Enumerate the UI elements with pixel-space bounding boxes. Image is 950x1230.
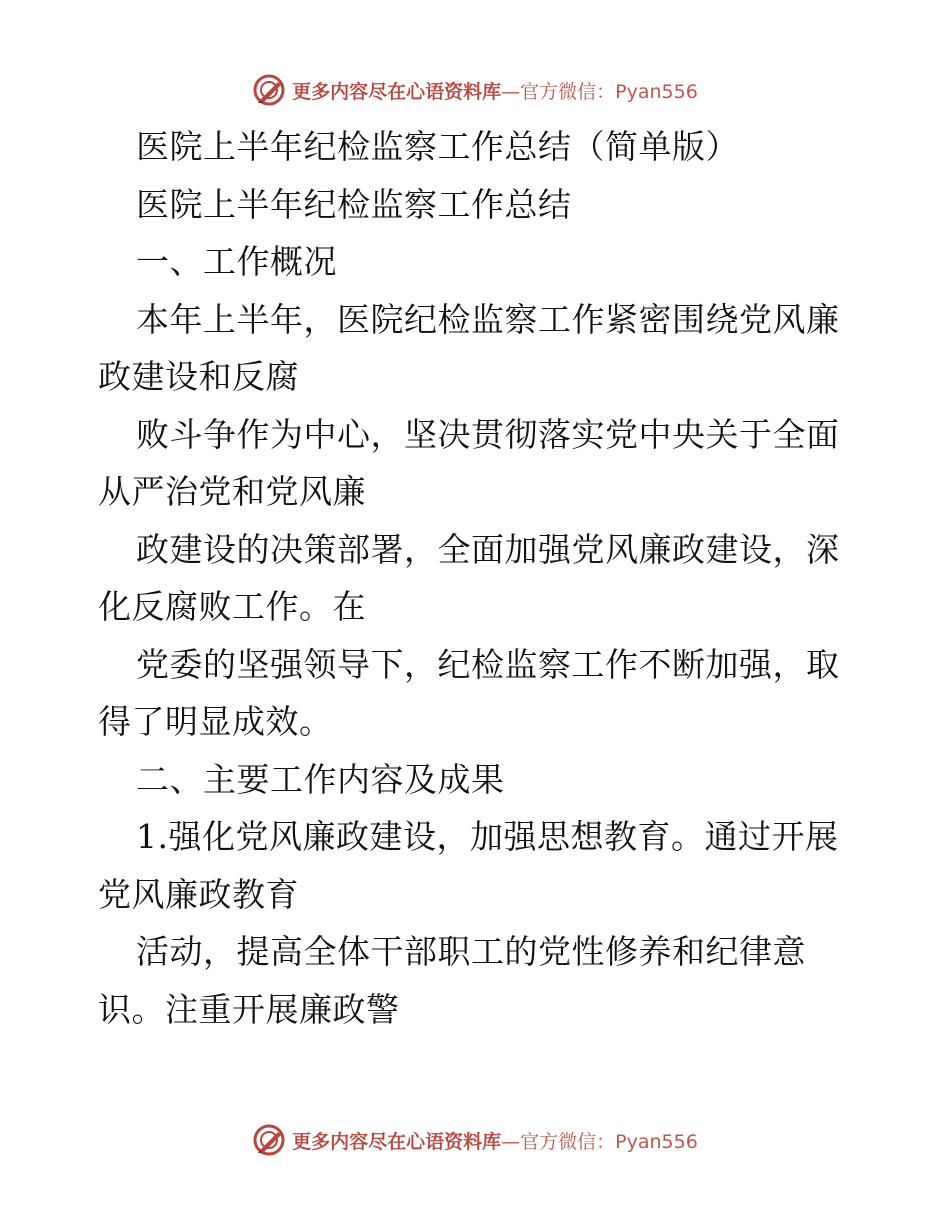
watermark-footer bbox=[0, 1120, 950, 1160]
paragraph-line: 活动，提高全体干部职工的党性修养和纪律意 bbox=[136, 932, 806, 971]
paragraph-line: 从严治党和党风廉 bbox=[98, 472, 366, 511]
paragraph-line: 党委的坚强领导下，纪检监察工作不断加强，取 bbox=[136, 644, 840, 684]
paragraph-line: 化反腐败工作。在 bbox=[98, 587, 366, 626]
watermark-sub-text: —官方微信：Pyan556 bbox=[501, 80, 698, 103]
paragraph-line: 政建设的决策部署，全面加强党风廉政建设，深 bbox=[136, 529, 840, 569]
paragraph-line: 得了明显成效。 bbox=[98, 702, 333, 741]
paragraph-line: 政建设和反腐 bbox=[98, 357, 299, 396]
pen-logo-icon bbox=[252, 1123, 286, 1157]
doc-subtitle: 医院上半年纪检监察工作总结 bbox=[136, 184, 572, 224]
watermark-main-text: 更多内容尽在心语资料库 bbox=[292, 80, 502, 103]
watermark-header bbox=[0, 70, 950, 110]
section-heading: 二、主要工作内容及成果 bbox=[136, 759, 505, 799]
pen-logo-icon bbox=[252, 73, 286, 107]
paragraph-line: 本年上半年，医院纪检监察工作紧密围绕党风廉 bbox=[136, 299, 840, 339]
paragraph-line: 识。注重开展廉政警 bbox=[98, 989, 400, 1029]
doc-title: 医院上半年纪检监察工作总结（简单版） bbox=[136, 127, 739, 166]
section-heading: 一、工作概况 bbox=[136, 242, 337, 281]
paragraph-line: 党风廉政教育 bbox=[98, 874, 299, 914]
paragraph-line: 败斗争作为中心，坚决贯彻落实党中央关于全面 bbox=[136, 414, 840, 454]
watermark-main-text: 更多内容尽在心语资料库 bbox=[292, 1130, 502, 1153]
watermark-sub-text: —官方微信：Pyan556 bbox=[501, 1130, 698, 1153]
paragraph-line: 1.强化党风廉政建设，加强思想教育。通过开展 bbox=[136, 817, 839, 856]
document-body bbox=[98, 118, 850, 1038]
